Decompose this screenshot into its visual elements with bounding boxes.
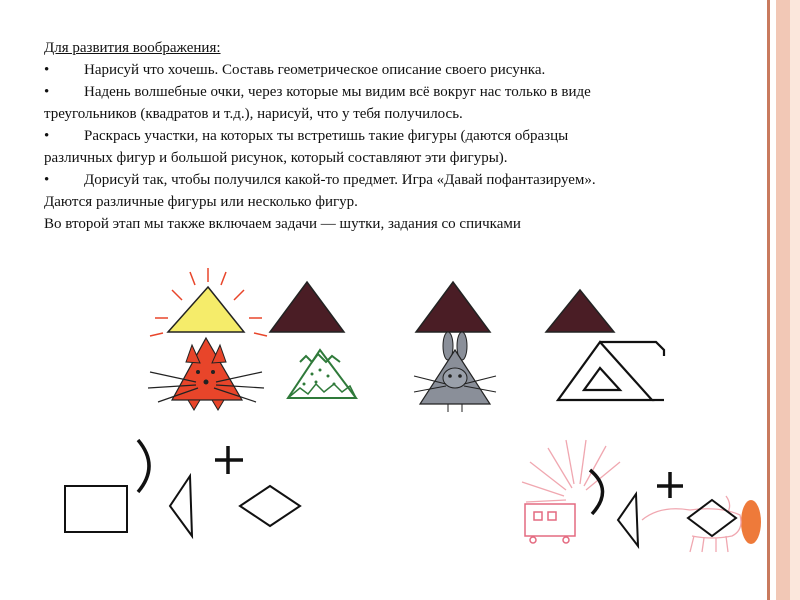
maroon-triangle-2 (416, 282, 490, 332)
bullet-marker: • (44, 62, 50, 78)
heading: Для развития воображения: (44, 40, 221, 56)
green-hill-drawing (288, 350, 356, 398)
bullet-marker: • (44, 84, 50, 100)
maroon-triangle-1 (270, 282, 344, 332)
bottom-left-shapes (65, 440, 300, 536)
bunny-drawing (414, 332, 496, 412)
bullet-item-4-continuation: Даются различные фигуры или несколько фигур. (44, 194, 358, 210)
bullet-marker: • (44, 172, 50, 188)
closing-line: Во второй этап мы также включаем задачи — шутки, задания со спичками (44, 216, 521, 232)
rectangle-shape (65, 486, 127, 532)
bullet-text: Надень волшебные очки, через которые мы видим всё вокруг нас только в виде (84, 84, 591, 100)
yellow-triangle-sun (150, 268, 267, 336)
bullet-text: Нарисуй что хочешь. Составь геометрическое описание своего рисунка. (84, 62, 546, 78)
bullet-item-2-continuation: треугольников (квадратов и т.д.), нарисуй, что у тебя получилось. (44, 106, 463, 122)
triangle-shape (170, 476, 192, 536)
dark-rhombus (688, 500, 736, 536)
plus-shape (215, 446, 243, 474)
pink-sun-rays (522, 440, 620, 502)
tent-drawing (558, 342, 664, 400)
dark-triangle (618, 494, 638, 546)
pink-box (525, 504, 575, 543)
maroon-triangle-3 (546, 290, 614, 332)
dark-arc-sun (590, 470, 603, 514)
dark-plus (657, 472, 683, 498)
pink-animal-outline (642, 496, 741, 552)
bullet-text: Раскрась участки, на которых ты встретишь такие фигуры (даются образцы (84, 128, 569, 144)
bullet-marker: • (44, 128, 50, 144)
arc-shape (138, 440, 149, 492)
bullet-item-3-continuation: различных фигур и большой рисунок, который составляют эти фигуры). (44, 150, 508, 166)
rhombus-shape (240, 486, 300, 526)
cat-drawing (148, 338, 264, 410)
bullet-text: Дорисуй так, чтобы получился какой-то предмет. Игра «Давай пофантазируем». (84, 172, 596, 188)
